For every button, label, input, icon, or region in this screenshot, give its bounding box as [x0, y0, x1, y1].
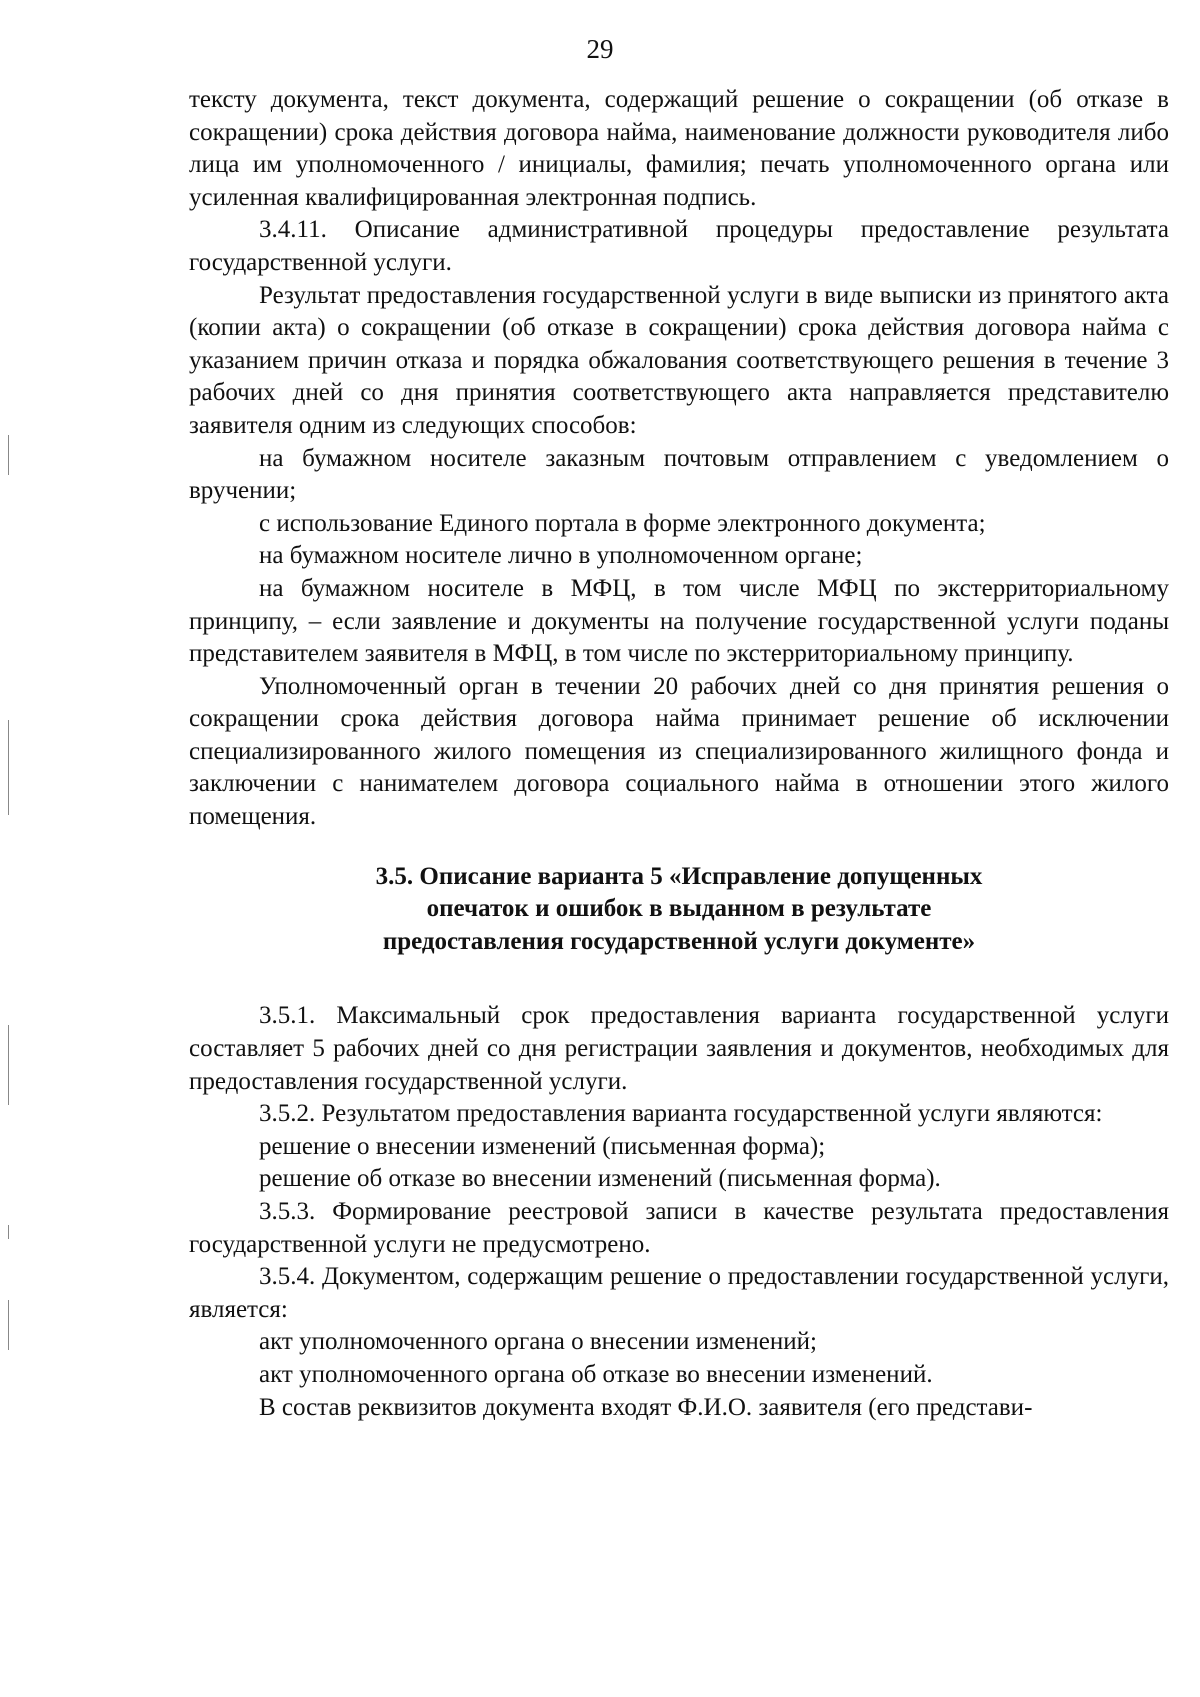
section-heading — [189, 861, 1169, 959]
document-body — [189, 84, 1169, 1424]
paragraph: Уполномоченный орган в течении 20 рабочих дней со дня принятия решения о сокращении срока действия договора найма принимает решение об исключении специализированного жилого помещения из специализированного жилищного фонда и заключении с нанимателем договора социального найма в отношении этого жилого помещения. — [189, 672, 1169, 831]
scan-mark — [8, 1300, 9, 1350]
scan-mark — [8, 720, 9, 815]
scan-mark — [8, 1025, 9, 1105]
paragraph: тексту документа, текст документа, содержащий решение о сокращении (об отказе в сокращении) срока действия договора найма, наименование должности руководителя либо лица им уполномоченного / инициалы, фамилия; печать уполномоченного органа или усиленная квалифицированная электронная подпись. — [189, 86, 1169, 211]
paragraph: 3.5.1. Максимальный срок предоставления варианта государственной услуги составляет 5 рабочих дней со дня регистрации заявления и документов, необходимых для предоставления государственной услуги. — [189, 1002, 1169, 1095]
paragraph: 3.4.11. Описание административной процедуры предоставление результата государственной услуги. — [189, 216, 1169, 276]
paragraph: решение об отказе во внесении изменений (письменная форма). — [259, 1165, 941, 1193]
paragraph: 3.5.3. Формирование реестровой записи в качестве результата предоставления государственной услуги не предусмотрено. — [189, 1198, 1169, 1258]
paragraph: акт уполномоченного органа об отказе во внесении изменений. — [259, 1360, 933, 1388]
scan-margin-marks — [0, 0, 24, 1697]
paragraph: на бумажном носителе лично в уполномоченном органе; — [259, 542, 863, 570]
page-number: 29 — [586, 34, 614, 64]
paragraph: акт уполномоченного органа о внесении изменений; — [259, 1328, 817, 1356]
paragraph: на бумажном носителе заказным почтовым отправлением с уведомлением о вручении; — [189, 444, 1169, 505]
scan-mark — [8, 1225, 9, 1239]
paragraph: с использование Единого портала в форме электронного документа; — [259, 509, 986, 537]
paragraph: на бумажном носителе в МФЦ, в том числе МФЦ по экстерриториальному принципу, – если заявление и документы на получение государственной услуги поданы представителем заявителя в МФЦ, в том числе по экстерриториальному принципу. — [189, 574, 1169, 668]
paragraph: 3.5.4. Документом, содержащим решение о предоставлении государственной услуги, является: — [189, 1263, 1169, 1323]
paragraph: 3.5.2. Результатом предоставления варианта государственной услуги являются: — [259, 1100, 1103, 1128]
heading-line: предоставления государственной услуги документе» — [382, 927, 976, 955]
scan-mark — [8, 435, 9, 475]
paragraph: решение о внесении изменений (письменная форма); — [259, 1132, 826, 1160]
heading-line: 3.5. Описание варианта 5 «Исправление допущенных — [375, 862, 983, 890]
paragraph: В состав реквизитов документа входят Ф.И.О. заявителя (его представи- — [259, 1393, 1033, 1421]
heading-line: опечаток и ошибок в выданном в результате — [426, 895, 932, 923]
paragraph: Результат предоставления государственной услуги в виде выписки из принятого акта (копии акта) о сокращении (об отказе в сокращении) срока действия договора найма с указанием причин отказа и порядка обжалования соответствующего решения в течение 3 рабочих дней со дня принятия соответствующего акта направляется представителю заявителя одним из следующих способов: — [189, 281, 1169, 439]
